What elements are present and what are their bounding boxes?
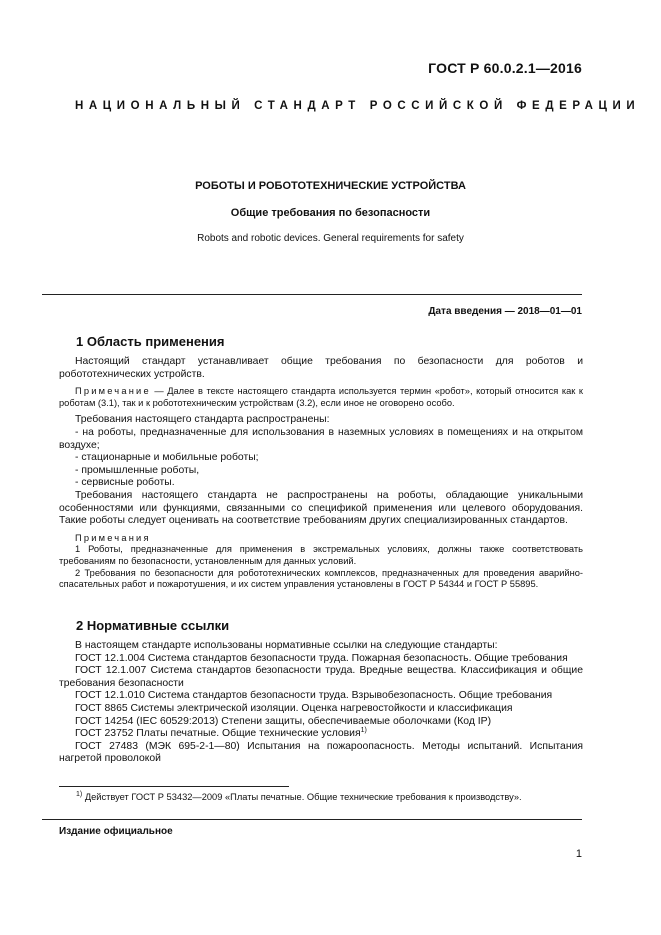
- footnote-mark: 1): [76, 791, 83, 798]
- list-item: - на роботы, предназначенные для использования в наземных условиях в помещениях и на открытом воздухе;: [59, 426, 583, 451]
- reference-item: ГОСТ 8865 Системы электрической изоляции. Оценка нагревостойкости и классификация: [75, 702, 513, 714]
- section-1-body: [59, 356, 583, 591]
- reference-item-with-footnote: [59, 728, 583, 741]
- page-number: 1: [575, 848, 582, 860]
- national-standard-heading: НАЦИОНАЛЬНЫЙ СТАНДАРТ РОССИЙСКОЙ ФЕДЕРАЦИИ: [75, 100, 641, 112]
- introduction-date: Дата введения — 2018—01—01: [428, 306, 582, 317]
- footnote: [76, 792, 522, 802]
- footnote-text: Действует ГОСТ Р 53432—2009 «Платы печатные. Общие технические требования к производству».: [82, 792, 522, 802]
- official-edition-label: Издание официальное: [59, 826, 173, 837]
- standard-code: ГОСТ Р 60.0.2.1—2016: [428, 60, 582, 76]
- exclusion-paragraph: Требования настоящего стандарта не распространены на роботы, обладающие уникальными особенностями или функциями, связанными со спецификой применения или целевого оборудования. Такие роботы следует оценивать на соответствие требованиям других специализированных стандартов.: [59, 489, 583, 527]
- footer-divider: [42, 819, 582, 820]
- reference-item: ГОСТ 14254 (IEC 60529:2013) Степени защиты, обеспечиваемые оболочками (Код IP): [75, 715, 492, 727]
- footnote-divider: [59, 786, 289, 787]
- english-title: Robots and robotic devices. General requirements for safety: [197, 233, 464, 244]
- reference-item: ГОСТ 12.1.010 Система стандартов безопасности труда. Взрывобезопасность. Общие требования: [75, 690, 553, 702]
- document-subtitle: Общие требования по безопасности: [230, 207, 431, 219]
- scope-paragraph: Настоящий стандарт устанавливает общие требования по безопасности для роботов и робототехнических устройств.: [59, 356, 583, 380]
- notes-label: Примечания: [75, 532, 151, 543]
- note-item: 2 Требования по безопасности для робототехнических комплексов, предназначенных для проведения аварийно-спасательных работ и пожаротушения, и их систем управления установлены в ГОСТ Р 54344 и ГОСТ Р 55895.: [59, 567, 583, 590]
- reference-item: ГОСТ 27483 (МЭК 695-2-1—80) Испытания на пожароопасность. Методы испытаний. Испытания нагретой проволокой: [59, 740, 583, 765]
- section-2-body: [59, 640, 583, 766]
- note-label: Примечание: [75, 386, 151, 397]
- list-item: - сервисные роботы.: [75, 477, 175, 489]
- note-item: 1 Роботы, предназначенные для применения в экстремальных условиях, должны также соответствовать требованиям по безопасности, установленным для данных условий.: [59, 544, 583, 566]
- header-divider: [42, 294, 582, 295]
- list-item: - стационарные и мобильные роботы;: [75, 452, 259, 464]
- section-1-heading: 1 Область применения: [76, 334, 225, 349]
- reference-item: ГОСТ 12.1.007 Система стандартов безопасности труда. Вредные вещества. Классификация и общие требования безопасности: [59, 665, 583, 689]
- reference-item: ГОСТ 12.1.004 Система стандартов безопасности труда. Пожарная безопасность. Общие требования: [75, 652, 568, 664]
- reference-text: ГОСТ 23752 Платы печатные. Общие технические условия: [75, 728, 361, 740]
- document-title: РОБОТЫ И РОБОТОТЕХНИЧЕСКИЕ УСТРОЙСТВА: [195, 180, 466, 192]
- footnote-marker: 1): [360, 727, 367, 735]
- scope-note: [59, 386, 583, 409]
- list-item: - промышленные роботы,: [75, 464, 200, 476]
- references-intro: В настоящем стандарте использованы нормативные ссылки на следующие стандарты:: [75, 640, 498, 651]
- requirements-intro: Требования настоящего стандарта распространены:: [75, 414, 330, 426]
- section-2-heading: 2 Нормативные ссылки: [76, 618, 230, 633]
- note-text: — Далее в тексте настоящего стандарта используется термин «робот», который относится как к роботам (3.1), так и к робототехническим устройствам (3.2), если иное не оговорено особо.: [59, 386, 583, 408]
